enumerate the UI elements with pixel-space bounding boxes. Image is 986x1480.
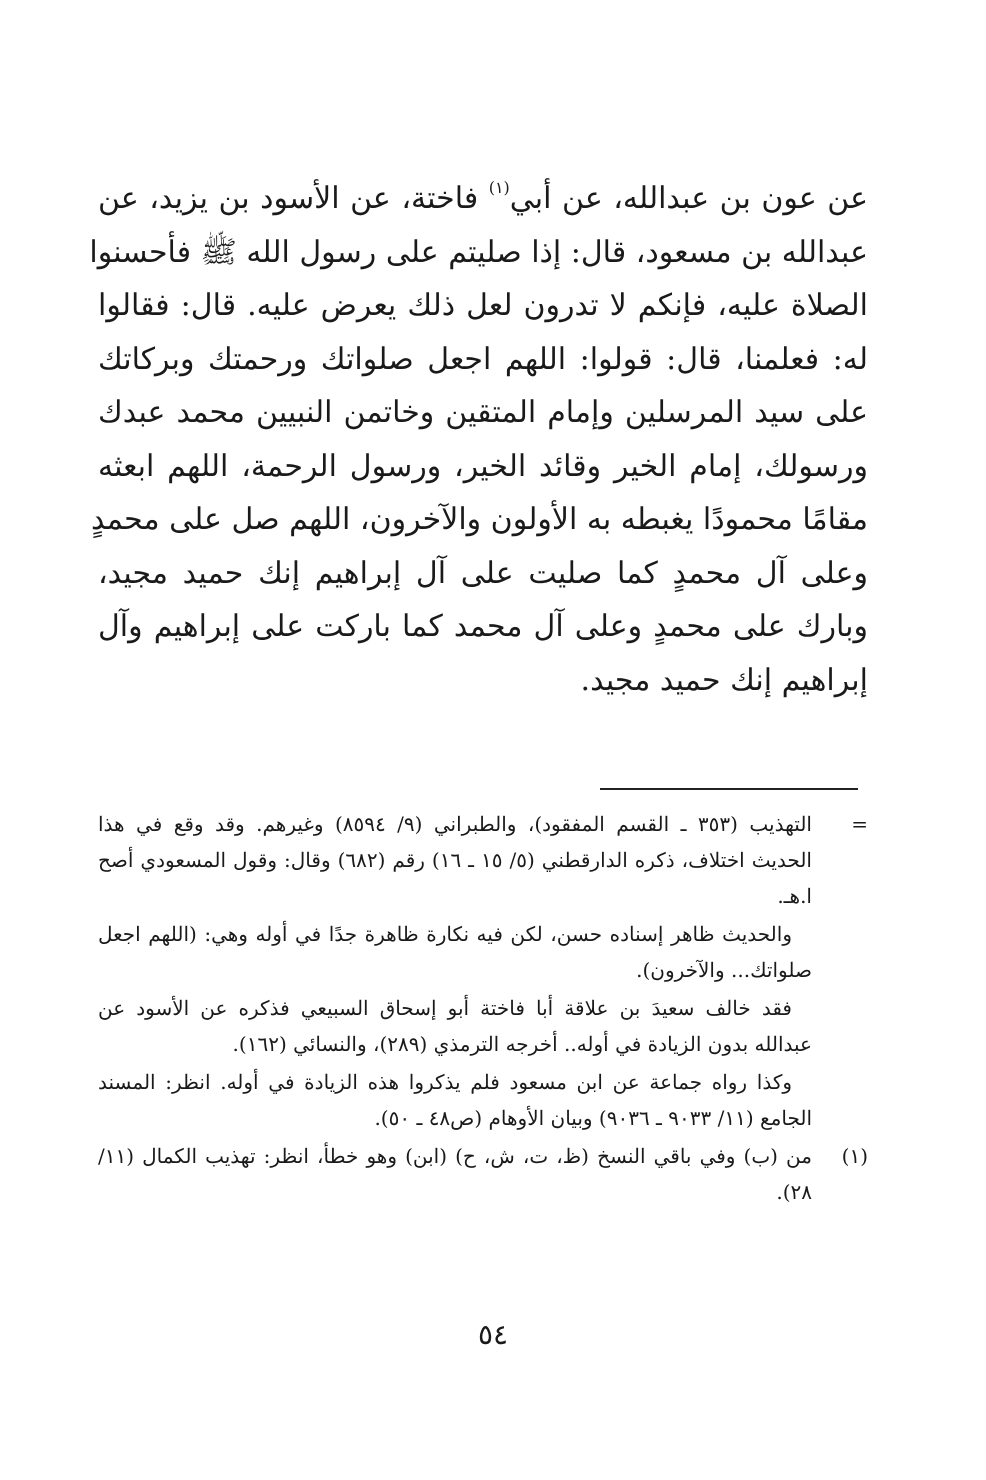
text-line [98,165,868,226]
footnote-reference: (١) [488,178,510,197]
text-line-start: عن عون بن عبدالله، عن أبي [509,181,869,216]
footnote-text: والحديث ظاهر إسناده حسن، لكن فيه نكارة ظاهرة جدًا في أوله وهي: (اللهم اجعل صلواتك... والآخرون). [98,922,812,982]
text-line: وبارك على محمدٍ وعلى آل محمد كما باركت على إبراهيم وآل [98,609,868,644]
text-line: مقامًا محمودًا يغبطه به الأولون والآخرون، اللهم صل على محمدٍ [91,502,868,537]
text-line: وعلى آل محمدٍ كما صليت على آل إبراهيم إنك حميد مجيد، [98,555,868,591]
footnote-paragraph [98,916,868,988]
footnote-continuation [98,806,868,914]
footnote-marker: (١) [841,1144,868,1168]
footnote-1 [98,1138,868,1210]
footnote-text: وكذا رواه جماعة عن ابن مسعود فلم يذكروا هذه الزيادة في أوله. انظر: المسند الجامع (١١/ ٩٠٣٣ ـ ٩٠٣٦) وبيان الأوهام (ص٤٨ ـ ٥٠). [98,1070,812,1130]
footnote-marker: = [851,812,868,836]
footnote-paragraph [98,990,868,1062]
text-line: إبراهيم إنك حميد مجيد. [580,662,868,698]
footnote-text: فقد خالف سعيدَ بن علاقة أبا فاختة أبو إسحاق السبيعي فذكره عن الأسود عن عبدالله بدون الزيادة في أوله.. أخرجه الترمذي (٢٨٩)، والنسائي (١٦٢). [98,996,812,1056]
footnote-text: التهذيب (٣٥٣ ـ القسم المفقود)، والطبراني (٩/ ٨٥٩٤) وغيرهم. وقد وقع في هذا الحديث اختلاف، ذكره الدارقطني (٥/ ١٥ ـ ١٦) رقم (٦٨٢) وقال: وقول المسعودي أصح ا.هـ. [98,812,812,908]
footnote-text: من (ب) وفي باقي النسخ (ظ، ت، ش، ح) (ابن) وهو خطأ، انظر: تهذيب الكمال (١١/ ٢٨). [98,1144,812,1204]
footnote-paragraph [98,1064,868,1136]
page-number: ٥٤ [477,1318,509,1351]
text-line: عبدالله بن مسعود، قال: إذا صليتم على رسول الله ﷺ فأحسنوا [89,234,868,270]
text-line: له: فعلمنا، قال: قولوا: اللهم اجعل صلواتك ورحمتك وبركاتك [98,341,868,377]
footnotes-section [98,806,868,1212]
text-line-end: فاختة، عن الأسود بن يزيد، عن [98,181,489,216]
main-body-text [89,165,869,707]
text-line: الصلاة عليه، فإنكم لا تدرون لعل ذلك يعرض عليه. قال: فقالوا [98,288,868,323]
footnote-separator [600,788,858,790]
text-line: على سيد المرسلين وإمام المتقين وخاتمن النبيين محمد عبدك [98,395,868,430]
text-line: ورسولك، إمام الخير وقائد الخير، ورسول الرحمة، اللهم ابعثه [98,448,868,484]
